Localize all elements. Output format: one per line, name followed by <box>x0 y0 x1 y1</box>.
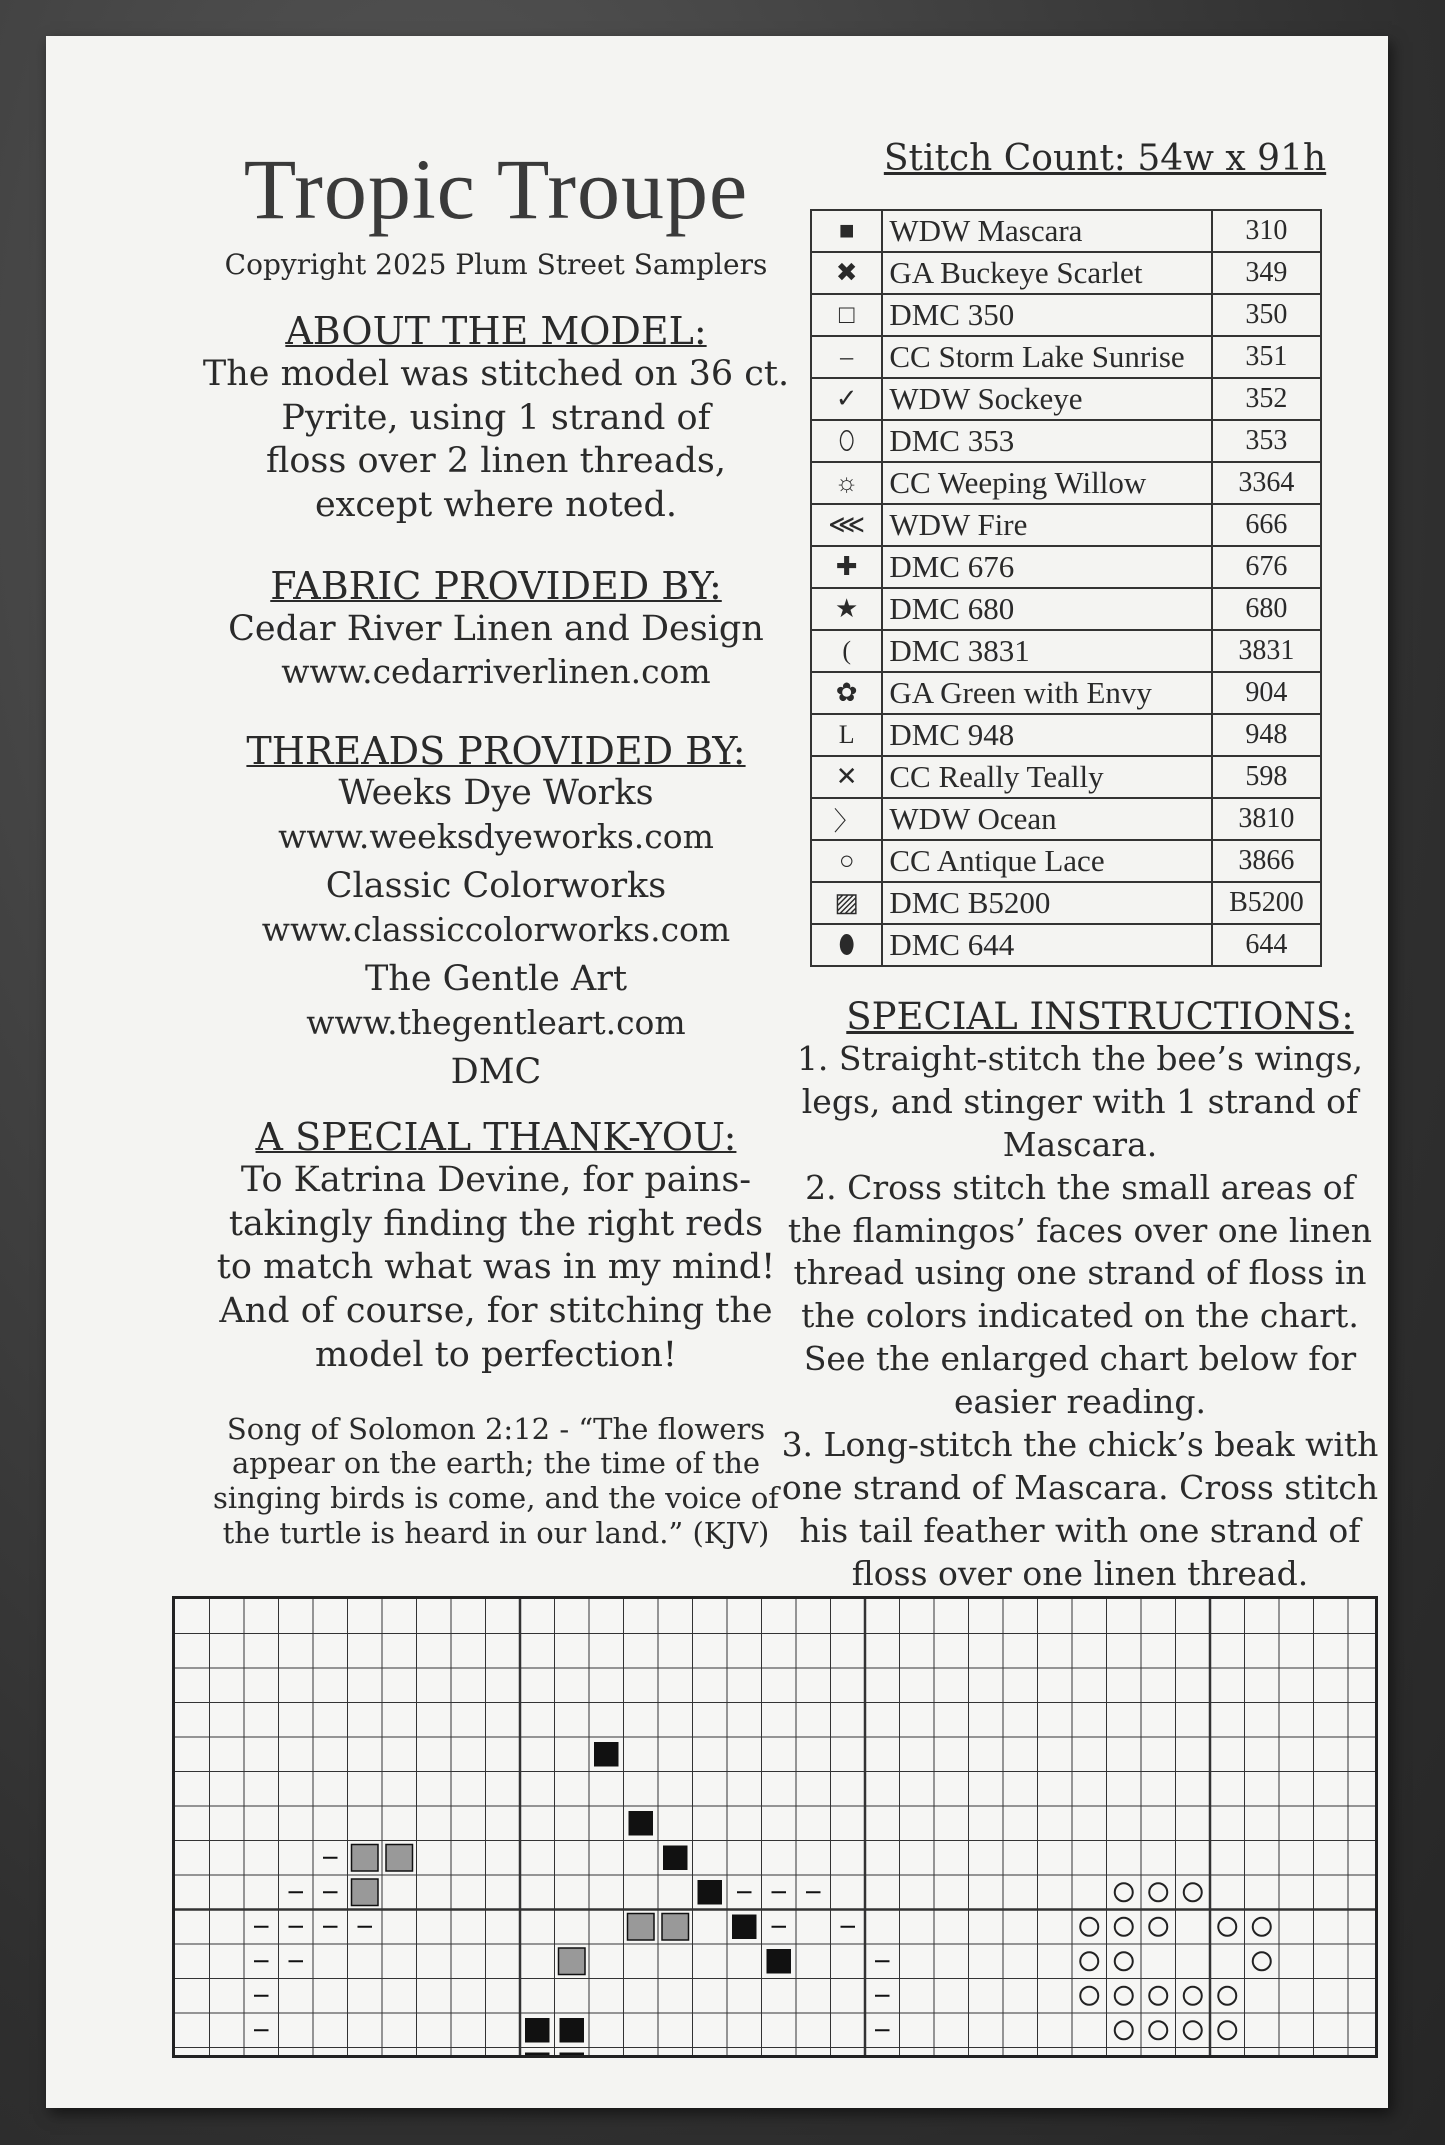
chart-stitch-circle <box>1115 1952 1133 1970</box>
thread-name: DMC 676 <box>882 546 1212 588</box>
thread-name: DMC B5200 <box>882 882 1212 924</box>
about-line: Pyrite, using 1 strand of <box>281 397 711 438</box>
about-line: The model was stitched on 36 ct. <box>202 353 790 394</box>
chart-stitch-filled <box>767 1949 792 1974</box>
slash-oval-icon: ⬯ <box>811 420 882 462</box>
verse-line: Song of Solomon 2:12 - “The flowers <box>226 1411 766 1446</box>
instruction-item: 2. Cross stitch the small areas of the flamingos’ faces over one linen thread using one strand of floss in the colors indicated on the chart. See the enlarged chart below for easier reading. <box>787 1167 1373 1422</box>
thread-number: 310 <box>1212 210 1321 252</box>
key-row <box>811 924 1321 966</box>
filled-oval-icon: ⬮ <box>811 924 882 966</box>
bible-verse <box>166 1412 826 1551</box>
chart-stitch-filled <box>698 1880 723 1905</box>
chart-stitch-circle <box>1149 1918 1167 1936</box>
provider-url: www.thegentleart.com <box>306 1003 686 1043</box>
chart-stitch-circle <box>1218 2021 1236 2039</box>
x-cross-icon: ✖ <box>811 252 882 294</box>
thanks-line: model to perfection! <box>314 1334 677 1375</box>
fabric-heading: FABRIC PROVIDED BY: <box>270 563 722 608</box>
provider-name: Weeks Dye Works <box>338 773 654 814</box>
chart-stitch-circle <box>1080 1987 1098 2005</box>
fabric-url: www.cedarriverlinen.com <box>281 652 711 692</box>
chart-stitch-filled <box>663 1846 688 1871</box>
key-row <box>811 630 1321 672</box>
verse-line: the turtle is heard in our land.” (KJV) <box>222 1516 770 1551</box>
key-row <box>811 504 1321 546</box>
thread-number: 353 <box>1212 420 1321 462</box>
threads-heading: THREADS PROVIDED BY: <box>246 728 746 773</box>
thread-name: DMC 644 <box>882 924 1212 966</box>
small-x-icon: ✕ <box>811 756 882 798</box>
chart-stitch-circle <box>1218 1987 1236 2005</box>
instruction-item: 1. Straight-stitch the bee’s wings, legs, and stinger with 1 strand of Mascara. <box>796 1039 1364 1164</box>
thread-number: 680 <box>1212 588 1321 630</box>
thread-number: 948 <box>1212 714 1321 756</box>
thread-number: 676 <box>1212 546 1321 588</box>
thanks-text <box>166 1159 826 1378</box>
check-icon: ✓ <box>811 378 882 420</box>
chart-stitch-circle <box>1115 1918 1133 1936</box>
thread-number: 598 <box>1212 756 1321 798</box>
hatched-square-icon: ▨ <box>811 882 882 924</box>
pattern-title: Tropic Troupe <box>243 141 749 237</box>
key-row <box>811 336 1321 378</box>
thanks-line: to match what was in my mind! <box>216 1247 776 1288</box>
chart-stitch-circle <box>1115 1987 1133 2005</box>
chart-stitch-hatched <box>559 1948 586 1975</box>
thread-name: WDW Sockeye <box>882 378 1212 420</box>
thanks-heading: A SPECIAL THANK-YOU: <box>255 1115 737 1160</box>
thread-number: B5200 <box>1212 882 1321 924</box>
provider-name: Classic Colorworks <box>325 866 667 907</box>
provider-dmc: DMC <box>450 1052 542 1093</box>
circle-icon: ○ <box>811 840 882 882</box>
key-row <box>811 588 1321 630</box>
chart-stitch-filled <box>525 2018 550 2043</box>
filled-square-icon: ■ <box>811 210 882 252</box>
thread-name: CC Storm Lake Sunrise <box>882 336 1212 378</box>
chart-stitch-circle <box>1115 2021 1133 2039</box>
chart-stitch-circle <box>1253 1952 1271 1970</box>
about-line: except where noted. <box>314 485 678 526</box>
copyright: Copyright 2025 Plum Street Samplers <box>224 248 768 281</box>
chart-stitch-circle <box>1184 1883 1202 1901</box>
thread-number: 644 <box>1212 924 1321 966</box>
key-row <box>811 210 1321 252</box>
flower-icon: ✿ <box>811 672 882 714</box>
thread-name: WDW Ocean <box>882 798 1212 840</box>
chart-stitch-circle <box>1149 1883 1167 1901</box>
thread-name: DMC 350 <box>882 294 1212 336</box>
thread-name: WDW Mascara <box>882 210 1212 252</box>
chart-stitch-circle <box>1184 1987 1202 2005</box>
about-line: floss over 2 linen threads, <box>266 441 726 482</box>
thanks-line: To Katrina Devine, for pains- <box>240 1159 752 1200</box>
pattern-page <box>46 36 1388 2108</box>
chart-stitch-hatched <box>352 1879 379 1906</box>
chart-stitch-circle <box>1115 1883 1133 1901</box>
chart-stitch-hatched <box>662 1914 689 1941</box>
provider-name: The Gentle Art <box>364 959 628 1000</box>
color-key-table <box>810 209 1322 967</box>
chart-stitch-hatched <box>386 1845 413 1872</box>
parenthesis-icon: ( <box>811 630 882 672</box>
thread-number: 3866 <box>1212 840 1321 882</box>
thread-name: DMC 948 <box>882 714 1212 756</box>
plus-icon: ✚ <box>811 546 882 588</box>
key-row <box>811 672 1321 714</box>
thread-number: 350 <box>1212 294 1321 336</box>
chart-stitch-filled <box>732 1915 757 1940</box>
fabric-name: Cedar River Linen and Design <box>228 608 764 649</box>
thread-name: CC Weeping Willow <box>882 462 1212 504</box>
chart-stitch-circle <box>1218 1918 1236 1936</box>
thanks-line: And of course, for stitching the <box>219 1291 773 1332</box>
about-heading: ABOUT THE MODEL: <box>285 309 707 353</box>
chart-stitch-filled <box>629 1811 654 1836</box>
instruction-item: 3. Long-stitch the chick’s beak with one strand of Mascara. Cross stitch his tail feather with one strand of floss over one linen thread. <box>781 1425 1379 1593</box>
thread-number: 349 <box>1212 252 1321 294</box>
chart-stitch-circle <box>1149 2021 1167 2039</box>
special-instructions <box>780 1038 1380 1596</box>
chevron-right-icon: 〉 <box>811 798 882 840</box>
thread-number: 666 <box>1212 504 1321 546</box>
key-row <box>811 798 1321 840</box>
thread-name: DMC 353 <box>882 420 1212 462</box>
chart-stitch-circle <box>1080 1918 1098 1936</box>
thread-number: 904 <box>1212 672 1321 714</box>
thread-number: 352 <box>1212 378 1321 420</box>
key-row <box>811 378 1321 420</box>
provider-url: www.classiccolorworks.com <box>261 910 731 950</box>
thanks-line: takingly finding the right reds <box>228 1203 764 1244</box>
thread-name: DMC 3831 <box>882 630 1212 672</box>
key-row <box>811 462 1321 504</box>
chart-stitch-circle <box>1184 2021 1202 2039</box>
chart-stitch-hatched <box>352 1845 379 1872</box>
chart-stitch-filled <box>594 1742 619 1767</box>
special-instructions-heading: SPECIAL INSTRUCTIONS: <box>846 995 1354 1038</box>
key-row <box>811 714 1321 756</box>
triple-chevron-icon: ⋘ <box>811 504 882 546</box>
chart-stitch-filled <box>560 2053 585 2059</box>
chart-stitch-circle <box>1080 1952 1098 1970</box>
thread-number: 351 <box>1212 336 1321 378</box>
chart-stitch-circle <box>1253 1918 1271 1936</box>
key-row <box>811 294 1321 336</box>
open-square-icon: □ <box>811 294 882 336</box>
thread-number: 3364 <box>1212 462 1321 504</box>
thread-number: 3810 <box>1212 798 1321 840</box>
thread-name: WDW Fire <box>882 504 1212 546</box>
dash-icon: – <box>811 336 882 378</box>
chart-stitch-circle <box>1149 1987 1167 2005</box>
verse-line: singing birds is come, and the voice of <box>212 1481 780 1516</box>
l-shape-icon: L <box>811 714 882 756</box>
chart-stitch-hatched <box>628 1914 655 1941</box>
key-row <box>811 882 1321 924</box>
provider-url: www.weeksdyeworks.com <box>278 817 714 857</box>
key-row <box>811 420 1321 462</box>
key-row <box>811 756 1321 798</box>
star-icon: ★ <box>811 588 882 630</box>
stitch-count: Stitch Count: 54w x 91h <box>883 138 1327 179</box>
verse-line: appear on the earth; the time of the <box>231 1446 761 1481</box>
thread-name: GA Green with Envy <box>882 672 1212 714</box>
thread-name: CC Really Teally <box>882 756 1212 798</box>
key-row <box>811 546 1321 588</box>
thread-name: DMC 680 <box>882 588 1212 630</box>
about-text <box>166 353 826 528</box>
right-column <box>781 136 1379 1596</box>
sun-icon: ☼ <box>811 462 882 504</box>
chart-stitch-filled <box>560 2018 585 2043</box>
thread-name: CC Antique Lace <box>882 840 1212 882</box>
thread-number: 3831 <box>1212 630 1321 672</box>
chart-stitch-filled <box>525 2053 550 2059</box>
key-row <box>811 840 1321 882</box>
thread-name: GA Buckeye Scarlet <box>882 252 1212 294</box>
key-row <box>811 252 1321 294</box>
left-column <box>166 106 826 1551</box>
enlarged-chart <box>172 1596 1378 2058</box>
